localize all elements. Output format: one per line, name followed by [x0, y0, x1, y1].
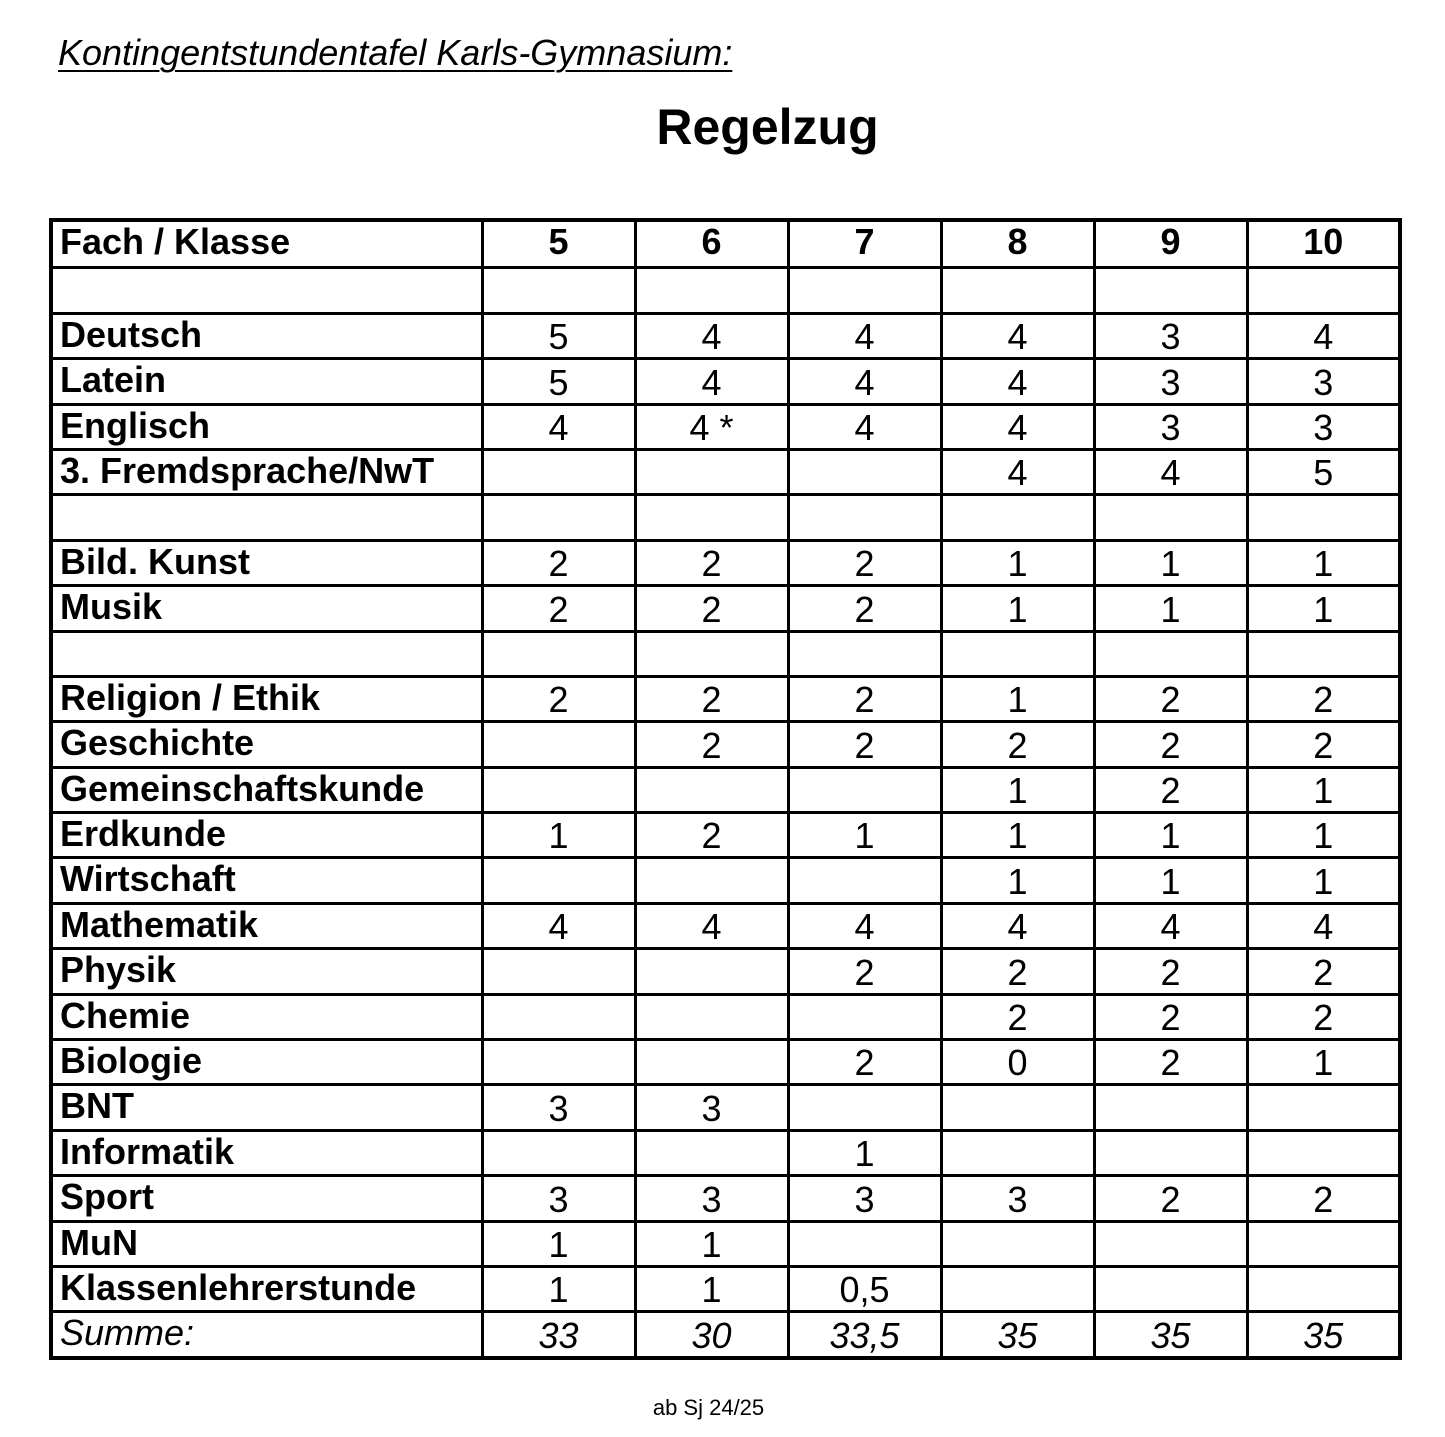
- hours-cell: 1: [482, 1221, 635, 1266]
- hours-cell: [1247, 631, 1400, 676]
- hours-cell: [788, 767, 941, 812]
- subject-cell: Informatik: [51, 1130, 482, 1175]
- hours-cell: [1247, 1221, 1400, 1266]
- hours-cell: [482, 858, 635, 903]
- hours-cell: 2: [941, 722, 1094, 767]
- hours-cell: 4: [1094, 449, 1247, 494]
- hours-cell: [788, 449, 941, 494]
- hours-cell: [941, 631, 1094, 676]
- subject-cell: Physik: [51, 949, 482, 994]
- hours-cell: [788, 495, 941, 540]
- table-row: [51, 767, 1400, 812]
- table-row: [51, 359, 1400, 404]
- hours-cell: 4: [788, 404, 941, 449]
- hours-cell: [482, 268, 635, 313]
- hours-cell: [1247, 268, 1400, 313]
- hours-cell: [1094, 631, 1247, 676]
- hours-cell: 4: [941, 359, 1094, 404]
- hours-cell: 1: [1247, 586, 1400, 631]
- subject-cell: Religion / Ethik: [51, 676, 482, 721]
- subject-cell: Mathematik: [51, 903, 482, 948]
- subject-cell: Bild. Kunst: [51, 540, 482, 585]
- hours-cell: 3: [482, 1085, 635, 1130]
- hours-cell: [635, 268, 788, 313]
- hours-cell: [1094, 1266, 1247, 1311]
- hours-cell: [788, 1085, 941, 1130]
- hours-cell: 2: [941, 994, 1094, 1039]
- hours-cell: [482, 949, 635, 994]
- subject-cell: Wirtschaft: [51, 858, 482, 903]
- hours-cell: 2: [788, 949, 941, 994]
- table-row: [51, 1176, 1400, 1221]
- hours-cell: [635, 994, 788, 1039]
- subject-cell: Biologie: [51, 1040, 482, 1085]
- hours-cell: [482, 994, 635, 1039]
- hours-cell: [635, 1040, 788, 1085]
- table-row: [51, 676, 1400, 721]
- hours-cell: [788, 268, 941, 313]
- hours-cell: 1: [1247, 858, 1400, 903]
- hours-cell: [941, 1085, 1094, 1130]
- footer-note: ab Sj 24/25: [652, 1395, 765, 1420]
- hours-cell: [1094, 268, 1247, 313]
- hours-cell: [1247, 495, 1400, 540]
- subject-cell: Sport: [51, 1176, 482, 1221]
- hours-cell: 1: [941, 858, 1094, 903]
- hours-cell: 2: [1247, 676, 1400, 721]
- hours-cell: 2: [1247, 994, 1400, 1039]
- hours-cell: 2: [1247, 1176, 1400, 1221]
- table-row: [51, 313, 1400, 358]
- hours-cell: 2: [1094, 722, 1247, 767]
- hours-cell: 2: [635, 540, 788, 585]
- hours-cell: 1: [1094, 813, 1247, 858]
- grade-header: 9: [1094, 220, 1247, 268]
- hours-cell: [635, 495, 788, 540]
- hours-cell: 2: [1094, 994, 1247, 1039]
- hours-cell: 3: [1247, 404, 1400, 449]
- hours-cell: [941, 495, 1094, 540]
- hours-cell: [482, 722, 635, 767]
- hours-cell: 1: [1094, 540, 1247, 585]
- hours-cell: 3: [1094, 313, 1247, 358]
- table-row: [51, 722, 1400, 767]
- sum-row: [51, 1312, 1400, 1358]
- grade-header: 5: [482, 220, 635, 268]
- hours-cell: 1: [941, 767, 1094, 812]
- hours-cell: [482, 1130, 635, 1175]
- hours-cell: 2: [1247, 949, 1400, 994]
- table-row: [51, 540, 1400, 585]
- hours-cell: 4: [941, 404, 1094, 449]
- hours-table-body: [51, 220, 1400, 1358]
- hours-cell: 3: [788, 1176, 941, 1221]
- hours-cell: [1094, 1130, 1247, 1175]
- subject-cell: Klassenlehrerstunde: [51, 1266, 482, 1311]
- hours-cell: [788, 631, 941, 676]
- hours-cell: 2: [1094, 949, 1247, 994]
- hours-cell: [635, 949, 788, 994]
- spacer-row: [51, 495, 1400, 540]
- subject-cell: MuN: [51, 1221, 482, 1266]
- table-row: [51, 949, 1400, 994]
- hours-cell: 2: [635, 722, 788, 767]
- hours-cell: 0,5: [788, 1266, 941, 1311]
- hours-cell: 1: [635, 1221, 788, 1266]
- grade-header: 8: [941, 220, 1094, 268]
- hours-cell: 4: [941, 313, 1094, 358]
- hours-cell: 2: [482, 540, 635, 585]
- hours-cell: 4: [1247, 313, 1400, 358]
- subject-cell: [51, 268, 482, 313]
- document-heading: Regelzug: [656, 99, 879, 155]
- hours-cell: [941, 1266, 1094, 1311]
- subject-cell: Gemeinschaftskunde: [51, 767, 482, 812]
- hours-cell: 3: [1247, 359, 1400, 404]
- table-row: [51, 586, 1400, 631]
- hours-cell: [1094, 1221, 1247, 1266]
- hours-cell: 5: [482, 359, 635, 404]
- hours-cell: 4: [941, 903, 1094, 948]
- hours-cell: 3: [1094, 404, 1247, 449]
- hours-cell: 4: [788, 313, 941, 358]
- hours-cell: [941, 268, 1094, 313]
- hours-cell: 1: [1247, 540, 1400, 585]
- sum-cell: 33,5: [788, 1312, 941, 1358]
- hours-cell: 2: [635, 676, 788, 721]
- hours-cell: 0: [941, 1040, 1094, 1085]
- hours-cell: 3: [1094, 359, 1247, 404]
- hours-cell: 2: [788, 676, 941, 721]
- hours-cell: [482, 767, 635, 812]
- hours-cell: 1: [635, 1266, 788, 1311]
- grade-header: 7: [788, 220, 941, 268]
- sum-cell: 30: [635, 1312, 788, 1358]
- subject-cell: BNT: [51, 1085, 482, 1130]
- hours-cell: 4: [635, 903, 788, 948]
- hours-cell: [788, 1221, 941, 1266]
- hours-cell: 1: [941, 586, 1094, 631]
- hours-cell: 2: [788, 540, 941, 585]
- hours-cell: [635, 631, 788, 676]
- hours-cell: 1: [1094, 586, 1247, 631]
- spacer-row: [51, 268, 1400, 313]
- table-row: [51, 1266, 1400, 1311]
- subject-cell: Chemie: [51, 994, 482, 1039]
- subject-cell: Latein: [51, 359, 482, 404]
- hours-cell: 2: [788, 586, 941, 631]
- hours-cell: 1: [788, 813, 941, 858]
- grade-header: 10: [1247, 220, 1400, 268]
- grade-header: 6: [635, 220, 788, 268]
- hours-cell: [635, 449, 788, 494]
- hours-cell: 4: [482, 404, 635, 449]
- hours-table: [49, 218, 1402, 1360]
- hours-cell: [482, 449, 635, 494]
- table-row: [51, 449, 1400, 494]
- hours-cell: [635, 767, 788, 812]
- hours-cell: [1247, 1130, 1400, 1175]
- hours-cell: 5: [482, 313, 635, 358]
- hours-cell: 4: [482, 903, 635, 948]
- hours-cell: 2: [788, 722, 941, 767]
- hours-cell: [635, 1130, 788, 1175]
- hours-cell: 1: [482, 813, 635, 858]
- header-label: Fach / Klasse: [51, 220, 482, 268]
- table-row: [51, 404, 1400, 449]
- hours-cell: 4: [1247, 903, 1400, 948]
- hours-cell: 4: [788, 903, 941, 948]
- subject-cell: Erdkunde: [51, 813, 482, 858]
- hours-cell: [1247, 1085, 1400, 1130]
- table-row: [51, 813, 1400, 858]
- hours-cell: 2: [941, 949, 1094, 994]
- spacer-row: [51, 631, 1400, 676]
- hours-cell: [941, 1221, 1094, 1266]
- hours-cell: [635, 858, 788, 903]
- hours-cell: 4: [941, 449, 1094, 494]
- hours-cell: 2: [1094, 1176, 1247, 1221]
- hours-cell: 4: [635, 313, 788, 358]
- hours-cell: 1: [1247, 767, 1400, 812]
- table-row: [51, 1130, 1400, 1175]
- sum-cell: 35: [1247, 1312, 1400, 1358]
- hours-cell: [941, 1130, 1094, 1175]
- hours-cell: 1: [941, 813, 1094, 858]
- hours-cell: 1: [941, 676, 1094, 721]
- hours-cell: 3: [635, 1085, 788, 1130]
- hours-cell: 2: [1247, 722, 1400, 767]
- hours-cell: 2: [635, 813, 788, 858]
- table-row: [51, 903, 1400, 948]
- subject-cell: [51, 631, 482, 676]
- hours-cell: 2: [1094, 1040, 1247, 1085]
- hours-cell: 1: [482, 1266, 635, 1311]
- hours-cell: [1247, 1266, 1400, 1311]
- hours-cell: [1094, 495, 1247, 540]
- sum-cell: 35: [941, 1312, 1094, 1358]
- hours-cell: [482, 1040, 635, 1085]
- hours-cell: 2: [1094, 676, 1247, 721]
- hours-cell: 3: [482, 1176, 635, 1221]
- table-row: [51, 994, 1400, 1039]
- subject-cell: Englisch: [51, 404, 482, 449]
- hours-cell: 4: [635, 359, 788, 404]
- subject-cell: Geschichte: [51, 722, 482, 767]
- hours-cell: 1: [941, 540, 1094, 585]
- subject-cell: Deutsch: [51, 313, 482, 358]
- hours-cell: [788, 994, 941, 1039]
- hours-cell: [482, 495, 635, 540]
- table-row: [51, 1221, 1400, 1266]
- hours-cell: 1: [1247, 813, 1400, 858]
- hours-cell: 4 *: [635, 404, 788, 449]
- hours-cell: 2: [482, 586, 635, 631]
- hours-cell: [1094, 1085, 1247, 1130]
- hours-cell: 4: [788, 359, 941, 404]
- sum-cell: 33: [482, 1312, 635, 1358]
- hours-cell: 1: [1247, 1040, 1400, 1085]
- table-row: [51, 858, 1400, 903]
- subject-cell: 3. Fremdsprache/NwT: [51, 449, 482, 494]
- table-row: [51, 1085, 1400, 1130]
- hours-cell: 3: [941, 1176, 1094, 1221]
- hours-cell: [482, 631, 635, 676]
- hours-cell: 2: [1094, 767, 1247, 812]
- hours-cell: 4: [1094, 903, 1247, 948]
- subject-cell: Musik: [51, 586, 482, 631]
- hours-cell: 3: [635, 1176, 788, 1221]
- hours-cell: 1: [788, 1130, 941, 1175]
- header-row: [51, 220, 1400, 268]
- hours-cell: 2: [635, 586, 788, 631]
- hours-cell: [788, 858, 941, 903]
- hours-cell: 2: [482, 676, 635, 721]
- hours-cell: 2: [788, 1040, 941, 1085]
- sum-label: Summe:: [51, 1312, 482, 1358]
- sum-cell: 35: [1094, 1312, 1247, 1358]
- subject-cell: [51, 495, 482, 540]
- document-title: Kontingentstundentafel Karls-Gymnasium:: [58, 32, 733, 73]
- hours-cell: 5: [1247, 449, 1400, 494]
- table-row: [51, 1040, 1400, 1085]
- hours-cell: 1: [1094, 858, 1247, 903]
